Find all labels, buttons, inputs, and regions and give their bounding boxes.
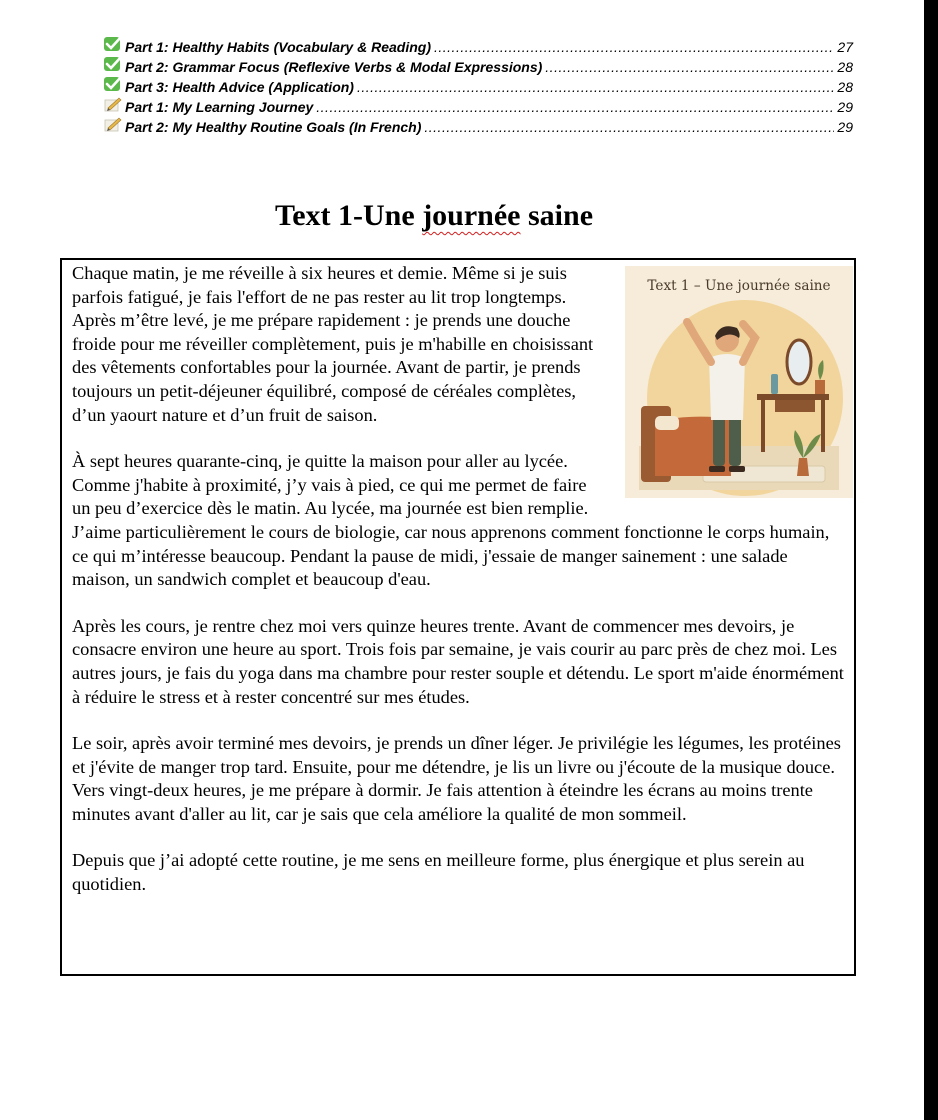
toc-entry-label: Part 2: My Healthy Routine Goals (In French) [125,119,422,135]
toc-page-number: 28 [837,79,853,95]
toc-page-number: 29 [837,119,853,135]
toc-leader-dots [424,117,834,137]
reading-text-box [60,258,856,976]
check-mark-icon [103,56,123,72]
illustration [625,266,853,498]
page-title [0,196,868,236]
paragraph: Après les cours, je rentre chez moi vers quinze heures trente. Avant de commencer mes devoirs, je consacre environ une heure au sport. Trois fois par semaine, je vais courir au parc près de chez moi. Les autres jours, je fais du yoga dans ma chambre pour rester souple et détendu. Le sport m'aide énormément à réduire le stress et à rester concentré sur mes études. [72,615,844,707]
window-edge-bar [924,0,938,1120]
toc-entry-label: Part 2: Grammar Focus (Reflexive Verbs & Modal Expressions) [125,59,543,75]
check-mark-icon [103,36,123,52]
toc-entry-label: Part 1: My Learning Journey [125,99,314,115]
pencil-memo-icon [103,116,123,132]
paragraph: À sept heures quarante-cinq, je quitte la maison pour aller au lycée. Comme j'habite à proximité, j’y vais à pied, ce qui me permet de faire un peu d’exercice dès le matin. Au lycée, ma journée est bien remplie. J’aime particulièrement le cours de biologie, car nous apprenons comment fonctionne le corps humain, ce qui m’intéresse beaucoup. Pendant la pause de midi, j'essaie de manger sainement : une salade maison, un sandwich complet et beaucoup d'eau. [72,451,830,590]
paragraph: Chaque matin, je me réveille à six heures et demie. Même si je suis parfois fatigué, je fais l'effort de ne pas rester au lit trop longtemps. Après m’être levé, je me prépare rapidement : je prends une douche froide pour me réveiller complètement, puis je m'habille en choisissant des vêtements confortables pour la journée. Avant de partir, je prends toujours un petit-déjeuner équilibré, composé de céréales complètes, d’un yaourt nature et d’un fruit de saison. [72,263,594,425]
toc-entry[interactable] [103,116,853,136]
toc-entry[interactable] [103,36,853,56]
table-of-contents [103,36,853,136]
paragraph: Depuis que j’ai adopté cette routine, je me sens en meilleure forme, plus énergique et plus serein au quotidien. [72,850,805,895]
toc-page-number: 27 [837,39,853,55]
toc-leader-dots [316,97,834,117]
toc-leader-dots [434,37,834,57]
toc-entry[interactable] [103,56,853,76]
paragraph: Le soir, après avoir terminé mes devoirs, je prends un dîner léger. Je privilégie les légumes, les protéines et j'évite de manger trop tard. Ensuite, pour me détendre, je lis un livre ou j'écoute de la musique douce. Vers vingt-deux heures, je me prépare à dormir. Je fais attention à éteindre les écrans au moins trente minutes avant d'aller au lit, car je sais que cela améliore la qualité de mon sommeil. [72,733,841,824]
spellcheck-flagged-word[interactable]: journée [422,199,521,232]
illustration-title: Text 1 – Une journée saine [647,278,831,294]
toc-page-number: 28 [837,59,853,75]
pencil-memo-icon [103,96,123,112]
toc-entry[interactable] [103,96,853,116]
toc-entry[interactable] [103,76,853,96]
title-suffix: saine [520,199,594,232]
morning-stretch-illustration [625,266,853,498]
toc-leader-dots [357,77,834,97]
check-mark-icon [103,76,123,92]
title-prefix: Text 1-Une [274,199,423,232]
toc-entry-label: Part 1: Healthy Habits (Vocabulary & Reading) [125,39,431,55]
toc-entry-label: Part 3: Health Advice (Application) [125,79,354,95]
toc-page-number: 29 [837,99,853,115]
toc-leader-dots [545,57,834,77]
